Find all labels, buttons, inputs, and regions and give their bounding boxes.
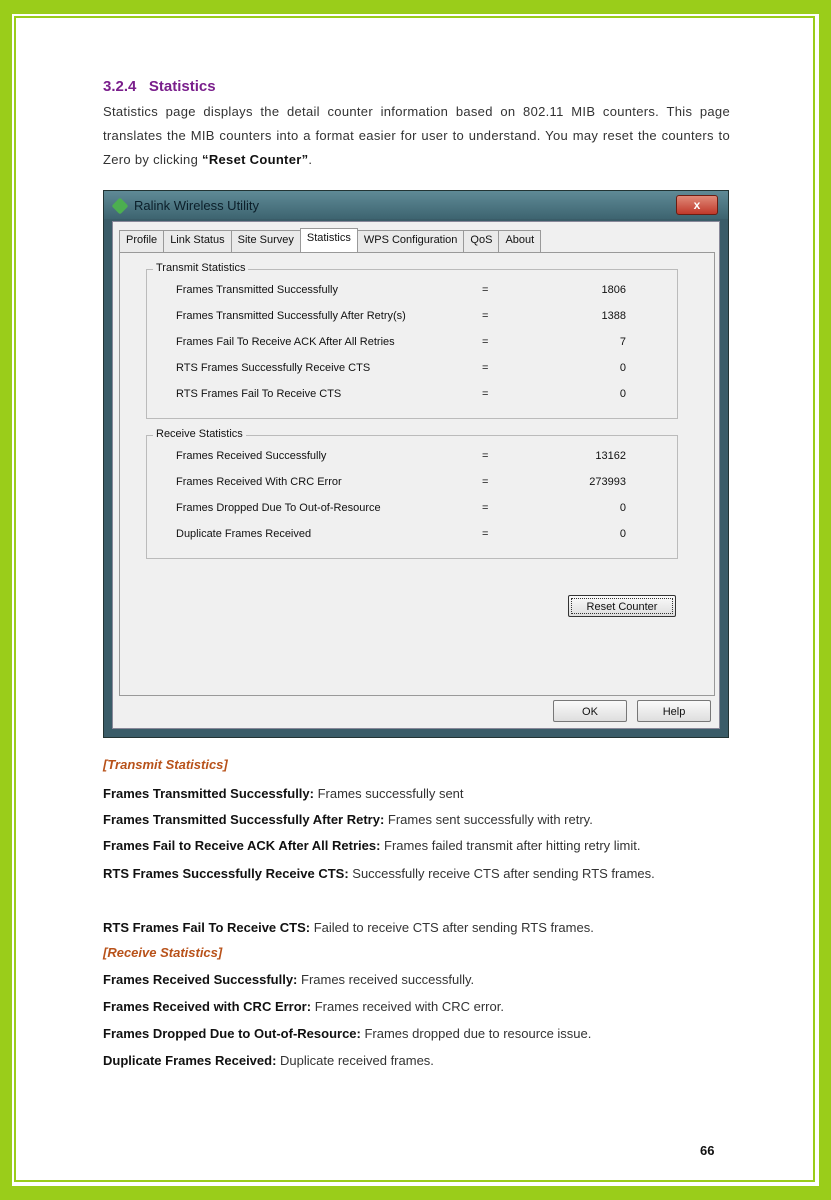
stat-value: 0 (619, 362, 626, 374)
section-heading (103, 78, 216, 95)
dialog-body (112, 221, 720, 729)
stat-equals: = (482, 310, 489, 322)
definition-desc: Frames received successfully. (297, 972, 475, 987)
definition-desc: Frames dropped due to resource issue. (360, 1026, 592, 1041)
definition-item (103, 862, 730, 886)
section-number: 3.2.4 (103, 78, 137, 95)
definition-desc: Frames failed transmit after hitting retry limit. (380, 838, 641, 853)
reset-counter-button[interactable]: Reset Counter (568, 595, 676, 617)
stat-label: Frames Received Successfully (176, 450, 327, 462)
definition-item (103, 782, 730, 806)
ok-button[interactable]: OK (553, 700, 627, 722)
definition-term: Frames Received with CRC Error: (103, 999, 312, 1014)
definition-desc: Successfully receive CTS after sending RTS frames. (348, 866, 655, 881)
intro-bold: “Reset Counter” (202, 152, 309, 167)
page-number: 66 (700, 1143, 715, 1158)
stat-label: Frames Fail To Receive ACK After All Retries (176, 336, 395, 348)
dialog-title: Ralink Wireless Utility (134, 198, 259, 213)
stat-equals: = (482, 284, 489, 296)
stat-label: Duplicate Frames Received (176, 528, 312, 540)
close-button[interactable]: x (676, 195, 718, 215)
stat-equals: = (482, 450, 489, 462)
definition-term: RTS Frames Successfully Receive CTS: (103, 866, 349, 881)
transmit-legend: Transmit Statistics (153, 262, 248, 274)
stat-label: Frames Transmitted Successfully After Retry(s) (176, 310, 406, 322)
intro-end: . (308, 152, 313, 167)
definition-term: Frames Transmitted Successfully: (103, 786, 314, 801)
stat-equals: = (482, 528, 489, 540)
tab-wps-configuration[interactable]: WPS Configuration (357, 230, 465, 253)
help-button[interactable]: Help (637, 700, 711, 722)
page-border-top (0, 0, 831, 14)
definition-item (103, 1049, 730, 1073)
stat-value: 0 (619, 502, 626, 514)
definition-term: RTS Frames Fail To Receive CTS: (103, 920, 311, 935)
ralink-dialog (103, 190, 729, 738)
transmit-statistics-group (146, 262, 678, 419)
tab-link-status[interactable]: Link Status (163, 230, 231, 253)
definition-term: Duplicate Frames Received: (103, 1053, 277, 1068)
page-border-bottom (0, 1186, 831, 1200)
page-border-right (819, 0, 831, 1200)
definition-item (103, 808, 730, 832)
stat-row (176, 388, 626, 404)
stat-equals: = (482, 476, 489, 488)
definition-item (103, 916, 730, 940)
tab-bar (119, 230, 540, 252)
tab-statistics[interactable]: Statistics (300, 228, 358, 253)
tab-about[interactable]: About (498, 230, 541, 253)
stat-row (176, 476, 626, 492)
tab-qos[interactable]: QoS (463, 230, 499, 253)
definition-item (103, 1022, 730, 1046)
stat-label: Frames Transmitted Successfully (176, 284, 338, 296)
intro-paragraph (103, 100, 730, 172)
definition-desc: Frames received with CRC error. (311, 999, 504, 1014)
page-border-left (0, 0, 12, 1200)
receive-legend: Receive Statistics (153, 428, 246, 440)
tab-profile[interactable]: Profile (119, 230, 164, 253)
definition-desc: Frames sent successfully with retry. (384, 812, 593, 827)
definition-term: Frames Dropped Due to Out-of-Resource: (103, 1026, 361, 1041)
section-title: Statistics (148, 78, 216, 95)
stat-row (176, 502, 626, 518)
definition-item (103, 834, 730, 858)
definition-desc: Duplicate received frames. (276, 1053, 434, 1068)
definition-term: Frames Transmitted Successfully After Retry: (103, 812, 385, 827)
receive-statistics-group (146, 428, 678, 559)
stat-row (176, 284, 626, 300)
stat-value: 1806 (601, 284, 626, 296)
stat-equals: = (482, 362, 489, 374)
stat-row (176, 450, 626, 466)
definition-desc: Frames successfully sent (313, 786, 464, 801)
ralink-app-icon (112, 198, 129, 215)
definition-desc: Failed to receive CTS after sending RTS frames. (310, 920, 594, 935)
definition-term: Frames Received Successfully: (103, 972, 298, 987)
stat-row (176, 528, 626, 544)
dialog-title-bar (104, 191, 728, 219)
stat-label: Frames Received With CRC Error (176, 476, 342, 488)
transmit-section-title: [Transmit Statistics] (103, 757, 228, 772)
definition-item (103, 995, 730, 1019)
intro-text: Statistics page displays the detail counter information based on 802.11 MIB counters. This page translates the MIB counters into a format easier for user to understand. You may reset the counters to Zero by clicking (103, 104, 730, 167)
stat-label: RTS Frames Successfully Receive CTS (176, 362, 371, 374)
stat-label: RTS Frames Fail To Receive CTS (176, 388, 342, 400)
stat-equals: = (482, 502, 489, 514)
stat-value: 7 (619, 336, 626, 348)
stat-row (176, 362, 626, 378)
stat-label: Frames Dropped Due To Out-of-Resource (176, 502, 381, 514)
stat-value: 0 (619, 528, 626, 540)
stat-value: 1388 (601, 310, 626, 322)
stat-value: 273993 (589, 476, 626, 488)
definition-item (103, 968, 730, 992)
stat-equals: = (482, 388, 489, 400)
stat-equals: = (482, 336, 489, 348)
stat-row (176, 336, 626, 352)
definition-term: Frames Fail to Receive ACK After All Retries: (103, 838, 381, 853)
tab-site-survey[interactable]: Site Survey (231, 230, 301, 253)
stat-value: 0 (619, 388, 626, 400)
stat-value: 13162 (595, 450, 626, 462)
stat-row (176, 310, 626, 326)
statistics-panel (119, 252, 715, 696)
receive-section-title: [Receive Statistics] (103, 945, 223, 960)
